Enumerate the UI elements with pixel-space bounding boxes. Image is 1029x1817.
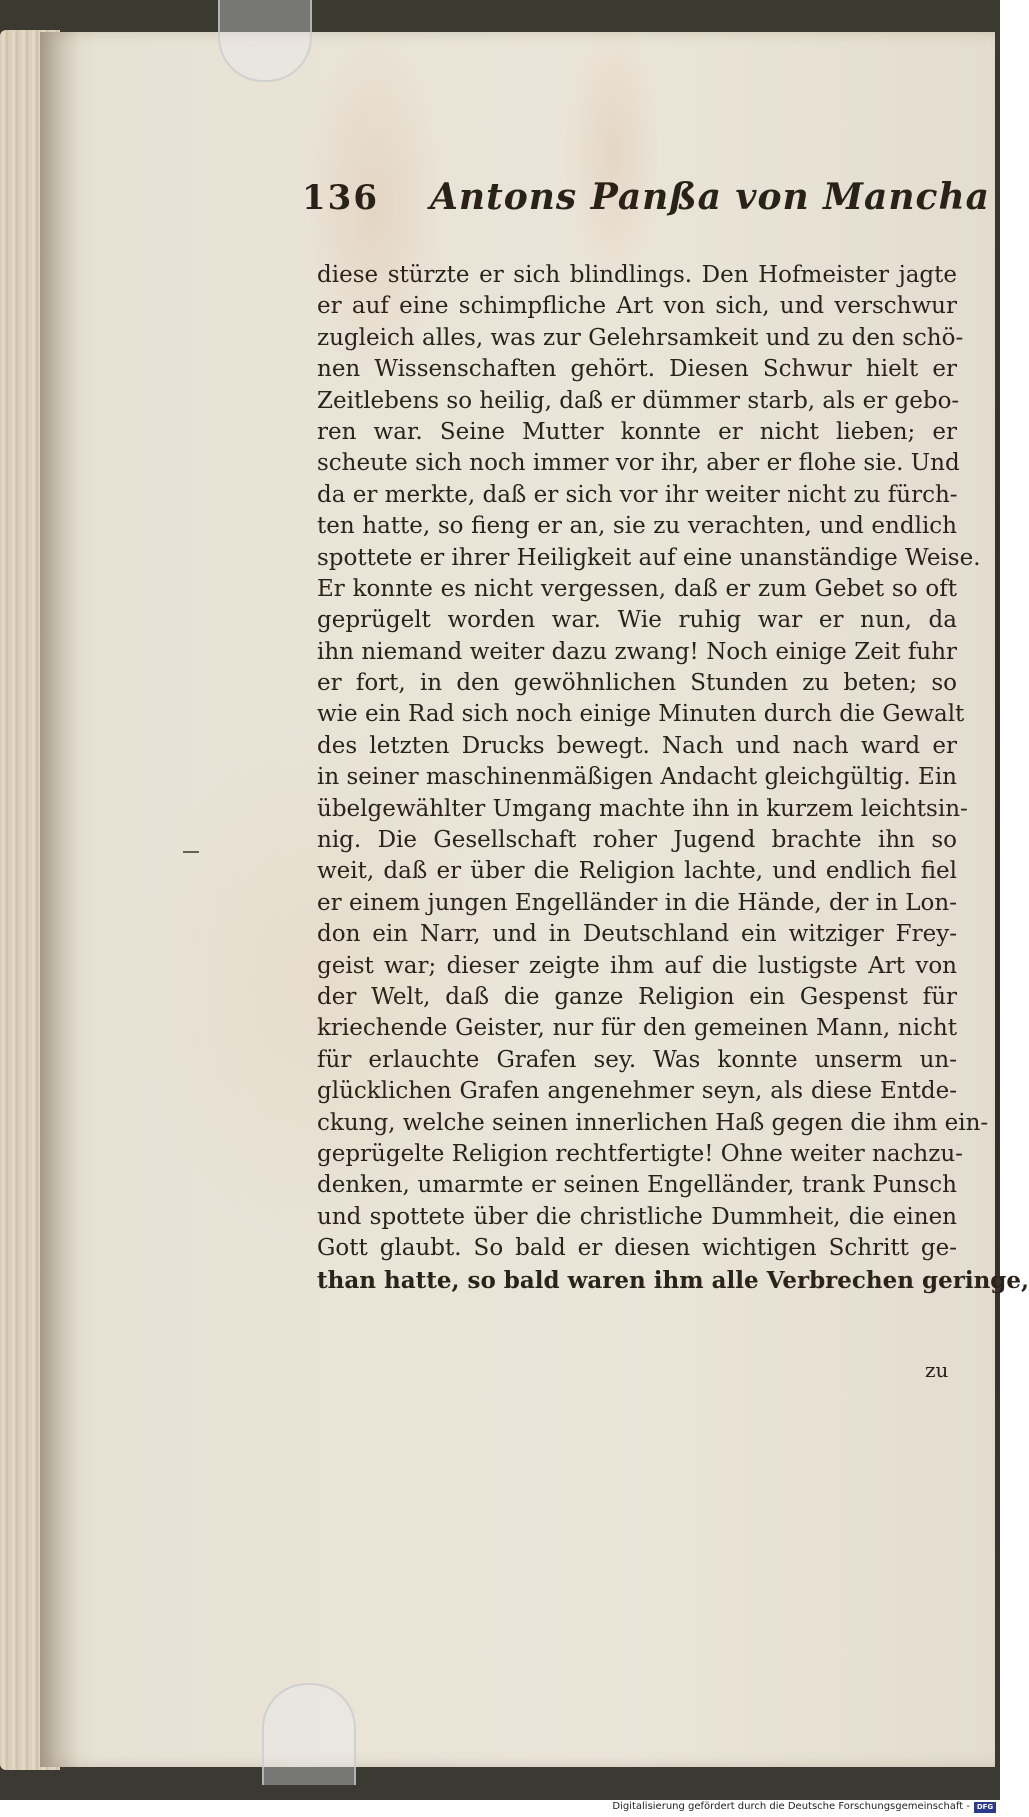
text-line: scheute sich noch immer vor ihr, aber er flohe sie. Und [317, 450, 960, 477]
text-line: weit, daß er über die Religion lachte, und endlich fiel [317, 858, 957, 885]
catchword: zu [925, 1358, 949, 1382]
text-line: Gott glaubt. So bald er diesen wichtigen Schritt ge- [317, 1235, 957, 1262]
text-line: er auf eine schimpfliche Art von sich, und verschwur [317, 293, 957, 320]
text-line: er einem jungen Engelländer in die Hände, der in Lon- [317, 889, 957, 916]
dfg-logo-icon: DFG [974, 1802, 996, 1813]
bottom-page-clip [262, 1683, 356, 1785]
text-line: geprügelte Religion rechtfertigte! Ohne weiter nachzu- [317, 1140, 963, 1167]
footer-credit: Digitalisierung gefördert durch die Deutsche Forschungsgemeinschaft - [612, 1801, 970, 1812]
text-line: nig. Die Gesellschaft roher Jugend brachte ihn so [317, 827, 957, 854]
text-line: ren war. Seine Mutter konnte er nicht lieben; er [317, 418, 957, 445]
text-line: Zeitlebens so heilig, daß er dümmer starb, als er gebo- [317, 387, 960, 414]
binding-shadow [40, 32, 80, 1767]
text-line: spottete er ihrer Heiligkeit auf eine unanständige Weise. [317, 544, 981, 571]
text-line: in seiner maschinenmäßigen Andacht gleichgültig. Ein [317, 764, 957, 791]
page-number: 136 [302, 178, 379, 218]
text-line: des letzten Drucks bewegt. Nach und nach ward er [317, 732, 957, 759]
body-text [317, 260, 1029, 1296]
text-line: da er merkte, daß er sich vor ihr weiter nicht zu fürch- [317, 481, 958, 508]
text-line: kriechende Geister, nur für den gemeinen Mann, nicht [317, 1015, 957, 1042]
text-line: ten hatte, so fieng er an, sie zu verachten, und endlich [317, 513, 957, 540]
text-line: geist war; dieser zeigte ihm auf die lustigste Art von [317, 952, 957, 979]
text-line: denken, umarmte er seinen Engelländer, trank Punsch [317, 1172, 957, 1199]
text-line: ihn niemand weiter dazu zwang! Noch einige Zeit fuhr [317, 638, 957, 665]
running-head: Antons Panßa von Mancha [430, 176, 990, 218]
text-line: geprügelt worden war. Wie ruhig war er nun, da [317, 607, 957, 634]
top-page-clip [218, 0, 312, 82]
text-line: zugleich alles, was zur Gelehrsamkeit und zu den schö- [317, 324, 964, 351]
text-line: than hatte, so bald waren ihm alle Verbrechen geringe, [317, 1266, 1029, 1294]
text-line: don ein Narr, und in Deutschland ein witziger Frey- [317, 921, 957, 948]
text-line: übelgewählter Umgang machte ihn in kurzem leichtsin- [317, 795, 968, 822]
text-line: und spottete über die christliche Dummheit, die einen [317, 1203, 957, 1230]
text-line: ckung, welche seinen innerlichen Haß gegen die ihm ein- [317, 1109, 989, 1136]
text-line: für erlauchte Grafen sey. Was konnte unserm un- [317, 1046, 957, 1073]
text-line: nen Wissenschaften gehört. Diesen Schwur hielt er [317, 356, 957, 383]
text-line: wie ein Rad sich noch einige Minuten durch die Gewalt [317, 701, 965, 728]
text-line: der Welt, daß die ganze Religion ein Gespenst für [317, 983, 957, 1010]
text-line: Er konnte es nicht vergessen, daß er zum Gebet so oft [317, 575, 957, 602]
page-header [302, 170, 990, 230]
margin-mark [183, 851, 199, 853]
text-line: glücklichen Grafen angenehmer seyn, als diese Entde- [317, 1078, 957, 1105]
text-line: er fort, in den gewöhnlichen Stunden zu beten; so [317, 670, 957, 697]
text-line: diese stürzte er sich blindlings. Den Hofmeister jagte [317, 262, 957, 288]
